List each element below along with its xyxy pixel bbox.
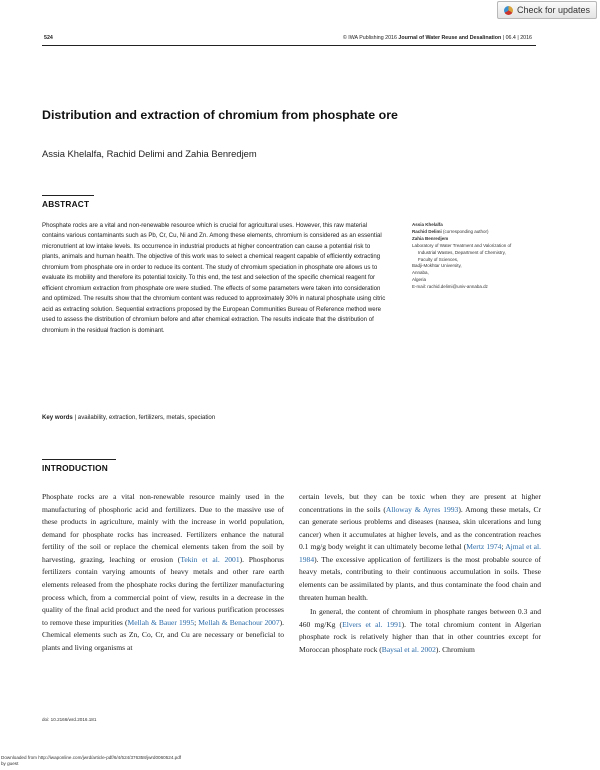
affil-line: Laboratory of Water Treatment and Valorization of — [412, 242, 512, 248]
year: 2016 — [520, 35, 532, 41]
intro-paragraph: certain levels, but they can be toxic when they are present at higher concentrations in the soils (Alloway & Ayres 1993). Among these metals, Cr can generate serious problems and diseases (nausea, skin ulcerations and lung cancer) when it accumulates at higher levels, and as the concentration reaches 0.1 mg/g body weight it can ultimately become lethal (Mertz 1974; Ajmal et al. 1984). The excessive application of fertilizers is the most probable source of heavy metals, contributing to their continuous accumulation in soils. These elements can be assimilated by plants, and thus contaminate the food chain and threaten human health. — [299, 492, 541, 602]
copyright: © IWA Publishing 2016 — [342, 35, 397, 41]
affil-author-2: Rachid Delimi (corresponding author) — [412, 228, 489, 234]
introduction-rule — [42, 459, 116, 460]
article-title: Distribution and extraction of chromium from phosphate ore — [42, 108, 398, 122]
abstract-heading: ABSTRACT — [42, 199, 90, 209]
body-column-left — [42, 491, 284, 655]
affil-author-3: Zahia Benredjem — [412, 235, 449, 241]
abstract-text: Phosphate rocks are a vital and non-renewable resource which is crucial for agricultural uses. However, this raw material contains various contaminants such as Pb, Cr, Cu, Ni and Zn. Among these elements, chromium is considered as an essential micronutrient at low intake levels. Its occurrence in industrial products at higher concentration can cause a potential risk to plants, animals and human health. The objective of this work was to select a chemical reagent capable of efficiently extracting chromium from phosphate ore in order to reduce its content. The study of chromium speciation in phosphate ore allows us to evaluate its mobility and therefore its potential toxicity. To this end, the test and selection of the specific chemical reagent for efficient chromium extraction from phosphate ore were studied. The effects of some parameters were taken into consideration and optimized. The results show that the chromium content was reduced to approximately 30% in natural phosphate using citric acid as extracting solution. Sequential extractions proposed by the European Communities Bureau of Reference method were used to assess the distribution of chromium before and after chemical extraction. The results indicate that the distribution of chromium in the residual fraction is dominant. — [42, 222, 386, 334]
affil-email: E-mail: rachid.delimi@univ-annaba.dz — [412, 284, 488, 290]
check-for-updates-label: Check for updates — [517, 5, 591, 15]
running-head-right: © IWA Publishing 2016 Journal of Water Reuse and Desalination | 06.4 | 2016 — [342, 35, 532, 41]
affil-line: Annaba, — [412, 270, 429, 276]
page-number: 524 — [44, 35, 53, 41]
affil-line: Industrial Wastes, Department of Chemistry, — [418, 249, 506, 255]
body-column-right — [299, 491, 541, 657]
journal-name: Journal of Water Reuse and Desalination — [398, 35, 502, 41]
affil-line: Algeria — [412, 277, 427, 283]
affil-line: Faculty of Sciences, — [418, 256, 459, 262]
citation-link[interactable]: Alloway & Ayres 1993 — [385, 504, 459, 514]
citation-link[interactable]: Mellah & Bauer 1995 — [127, 617, 195, 627]
citation-link[interactable]: Mellah & Benachour 2007 — [198, 617, 280, 627]
citation-link[interactable]: Baysal et al. 2002 — [381, 644, 436, 654]
volume-issue: 06.4 — [505, 35, 516, 41]
author-list: Assia Khelalfa, Rachid Delimi and Zahia Benredjem — [42, 148, 257, 159]
running-head — [42, 34, 536, 46]
affil-author-1: Assia Khelalfa — [412, 222, 443, 227]
keywords — [42, 414, 388, 421]
abstract-rule — [42, 195, 94, 196]
keywords-label: Key words — [42, 414, 73, 421]
download-note: Downloaded from http://iwaponline.com/jwrd/article-pdf/6/4/524/376358/jwrd0060524.pdf by guest — [1, 755, 182, 766]
intro-paragraph: Phosphate rocks are a vital non-renewable resource mainly used in the manufacturing of phosphoric acid and fertilizers. Due to the massive use of these products in agriculture, mainly with the increase in world population, demand for phosphate rocks has increased. Fertilizers enhance the natural fertility of the soil or replace the chemical elements taken from the soil by harvesting, grazing, leaching or erosion (Tekin et al. 2001). Phosphorus fertilizers contain varying amounts of heavy metals and other rare earth elements released from the phosphate rocks during the fertilizer manufacturing process which, from a commercial point of view, results in a decrease in the quality of the final acid product and the need for various purification processes to remove these impurities (Mellah & Bauer 1995; Mellah & Benachour 2007). Chemical elements such as Zn, Co, Cr, and Cu are necessary or beneficial to plants and living organisms at — [42, 492, 284, 652]
citation-link[interactable]: Elvers et al. 1991 — [342, 619, 402, 629]
intro-paragraph: In general, the content of chromium in phosphate ranges between 0.3 and 460 mg/Kg (Elvers et al. 1991). The total chromium content in Algerian phosphate rock is relatively higher than that in other countries except for Moroccan phosphate rock (Baysal et al. 2002). Chromium — [299, 607, 541, 654]
introduction-heading: INTRODUCTION — [42, 463, 109, 473]
crossmark-icon — [504, 6, 513, 15]
citation-link[interactable]: Tekin et al. 2001 — [180, 554, 240, 564]
citation-link[interactable]: Mertz 1974 — [466, 542, 502, 552]
author-affiliation — [412, 222, 562, 291]
affil-line: Badji-Mokhtar University, — [412, 263, 462, 269]
keywords-list: | availability, extraction, fertilizers, metals, speciation — [74, 414, 216, 421]
doi: doi: 10.2166/wrd.2016.181 — [42, 717, 97, 722]
citation-link[interactable]: Ajmal et al. 1984 — [299, 542, 541, 564]
check-for-updates-button[interactable] — [497, 1, 597, 19]
